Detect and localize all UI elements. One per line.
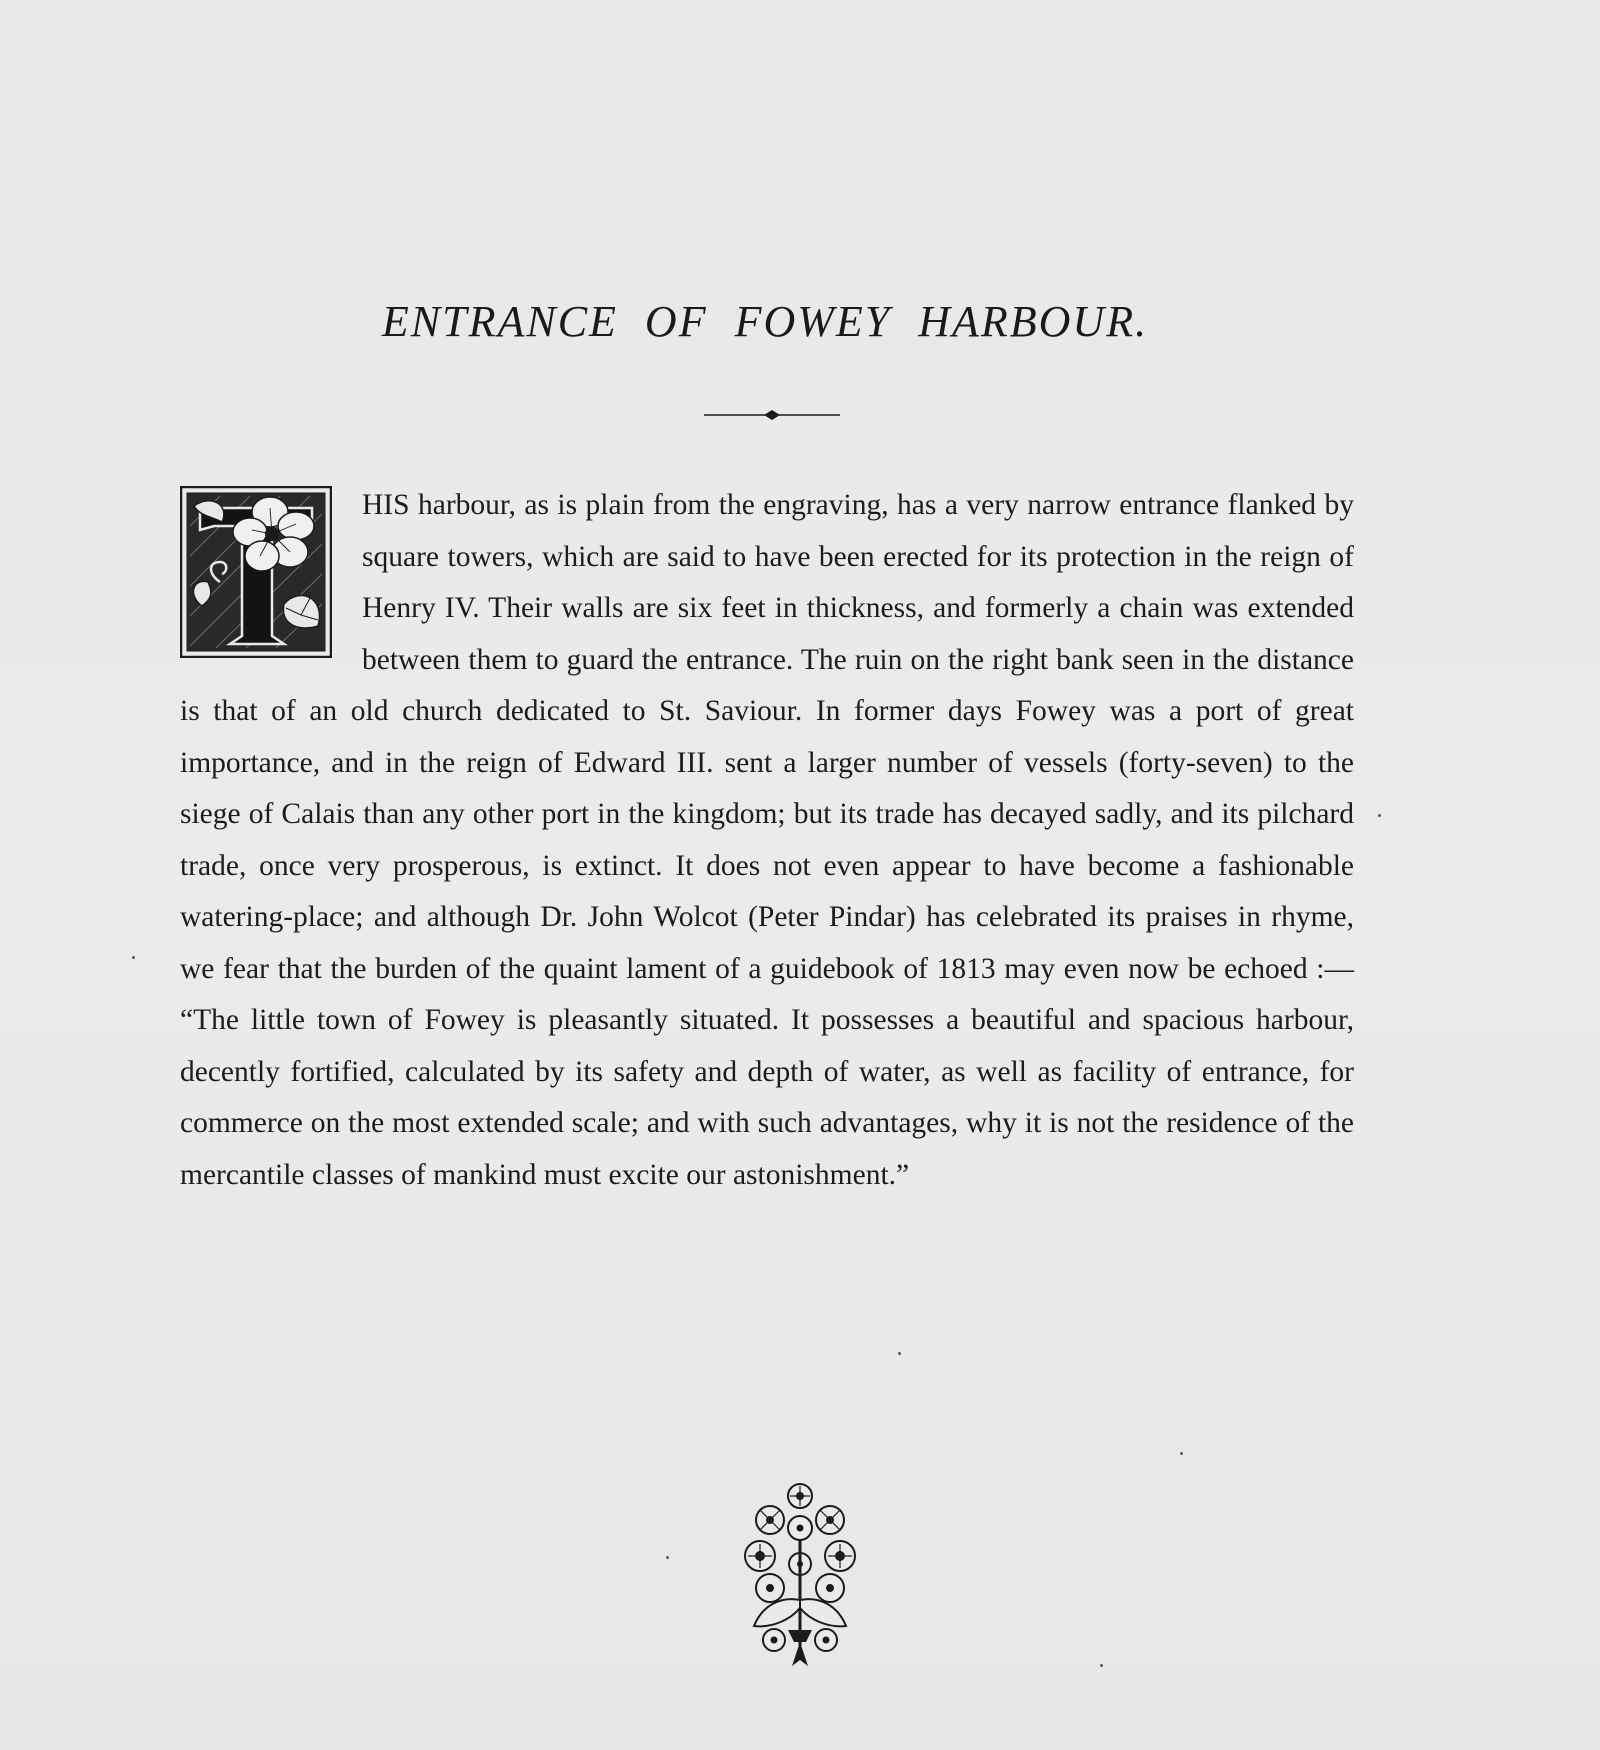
diamond-rule-icon xyxy=(704,408,840,422)
paper-speck xyxy=(1100,1664,1103,1667)
page-title: ENTRANCE OF FOWEY HARBOUR. xyxy=(381,297,1149,346)
paper-speck xyxy=(1180,1452,1183,1455)
paper-speck xyxy=(898,1352,901,1355)
body-text: HIS harbour, as is plain from the engraving, has a very narrow entrance flanked by square towers, which are said to have been erected for its protection in the reign of Henry IV. Their walls are six feet in thickness, and formerly a chain was extended between them to guard the entrance. The ruin on the right bank seen in the distance is that of an old church dedicated to St. Saviour. In former days Fowey was a port of great importance, and in the reign of Edward III. sent a larger number of vessels (forty-seven) to the siege of Calais than any other port in the kingdom; but its trade has decayed sadly, and its pilchard trade, once very prosperous, is extinct. It does not even appear to have become a fashionable watering-place; and although Dr. John Wolcot (Peter Pindar) has celebrated its praises in rhyme, we fear that the burden of the quaint lament of a guidebook of 1813 may even now be echoed :— “The little town of Fowey is pleasantly situated. It possesses a beautiful and spacious harbour, decently fortified, calculated by its safety and depth of water, as well as facility of entrance, for commerce on the most extended scale; and with such advantages, why it is not the residence of the mercantile classes of mankind must excite our astonishment.” xyxy=(180,489,1354,1191)
paper-speck xyxy=(1378,814,1381,817)
body-paragraph-block xyxy=(180,480,1354,1201)
floral-fleuron-icon xyxy=(740,1480,860,1670)
floral-initial-t-icon xyxy=(180,486,332,664)
paper-speck xyxy=(132,956,135,959)
paper-speck xyxy=(666,1556,669,1559)
